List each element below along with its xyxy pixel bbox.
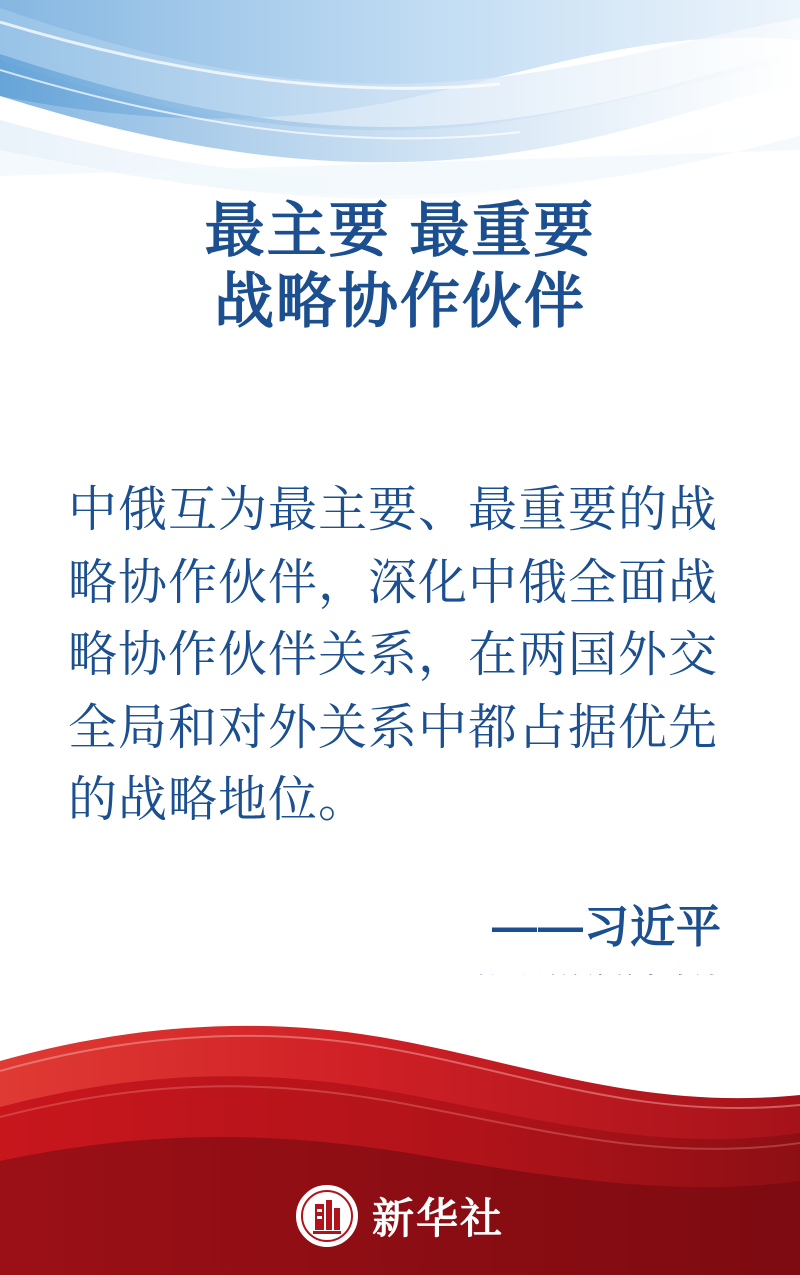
top-ribbon-decoration [0,0,800,210]
headline-line-2: 战略协作伙伴 [214,267,586,335]
attribution-name: ——习近平 [491,901,722,952]
quote-text: 中俄互为最主要、最重要的战略协作伙伴，深化中俄全面战略协作伙伴关系，在两国外交全局和对外关系中都占据优先的战略地位。 [68,483,719,828]
xinhua-logo [0,1185,800,1247]
headline-line-1: 最主要 最重要 [204,197,596,264]
xinhua-emblem-icon [296,1185,358,1247]
agency-name: 新华社 [371,1195,504,1242]
page-title [0,196,800,338]
